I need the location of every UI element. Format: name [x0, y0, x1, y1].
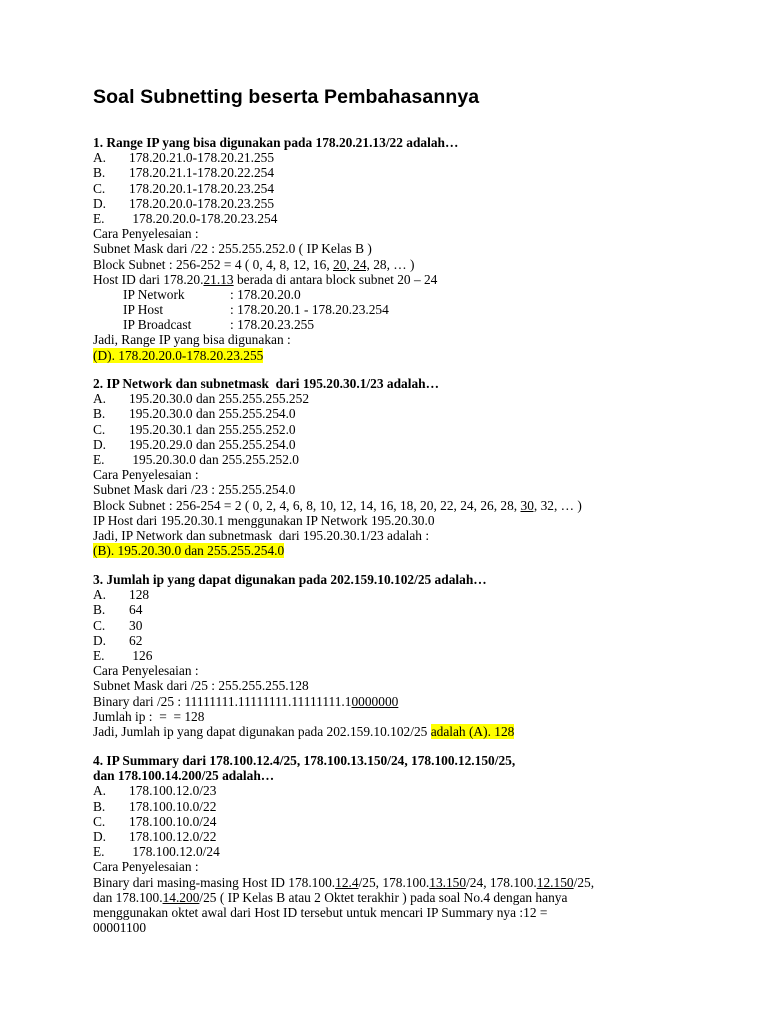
option-d [93, 829, 713, 844]
binary-line-4: 00001100 [93, 920, 147, 936]
text-segment: /25, [573, 874, 595, 890]
block-subnet-line [93, 257, 713, 272]
option-text: 62 [129, 632, 143, 648]
option-text: 195.20.30.1 dan 255.255.252.0 [129, 421, 296, 437]
question-text: 4. IP Summary dari 178.100.12.4/25, 178.100.13.150/24, 178.100.12.150/25, [93, 753, 516, 768]
option-a [93, 150, 713, 165]
option-text: 178.100.12.0/22 [129, 828, 217, 844]
option-text: 195.20.29.0 dan 255.255.254.0 [129, 436, 296, 452]
conclusion-line [93, 724, 713, 739]
detail-key: IP Network [123, 286, 185, 302]
question-text: 1. Range IP yang bisa digunakan pada 178.20.21.13/22 adalah… [93, 135, 459, 150]
question-text: dan 178.100.14.200/25 adalah… [93, 768, 275, 784]
underlined-segment: 12.4 [335, 874, 359, 890]
option-letter: A. [93, 150, 107, 166]
option-c [93, 181, 713, 196]
option-d [93, 196, 713, 211]
option-e [93, 648, 713, 663]
option-c [93, 814, 713, 829]
question-3 [93, 572, 713, 739]
option-c [93, 618, 713, 633]
option-letter: C. [93, 180, 106, 196]
text-segment: dan 178.100. [93, 889, 163, 905]
question-1 [93, 135, 713, 363]
text-segment: /24, 178.100. [466, 874, 537, 890]
option-letter: B. [93, 798, 106, 814]
answer-line [93, 348, 713, 363]
solution-heading: Cara Penyelesaian : [93, 663, 199, 679]
text-segment: /25 ( IP Kelas B atau 2 Oktet terakhir ) pada soal No.4 dengan hanya [199, 889, 568, 905]
option-a [93, 391, 713, 406]
option-text: 178.20.21.1-178.20.22.254 [129, 165, 275, 181]
subnet-mask-line: Subnet Mask dari /22 : 255.255.252.0 ( IP Kelas B ) [93, 241, 372, 257]
question-text: 2. IP Network dan subnetmask dari 195.20.30.1/23 adalah… [93, 376, 439, 391]
option-letter: C. [93, 421, 106, 437]
subnet-mask-line: Subnet Mask dari /25 : 255.255.255.128 [93, 678, 309, 694]
solution-heading: Cara Penyelesaian : [93, 467, 199, 483]
option-d [93, 437, 713, 452]
page-title: Soal Subnetting beserta Pembahasannya [93, 86, 480, 108]
detail-value: : 178.20.23.255 [230, 317, 315, 333]
option-letter: C. [93, 813, 106, 829]
solution-heading: Cara Penyelesaian : [93, 859, 199, 875]
text-segment: 28, … ) [369, 256, 415, 272]
question-2 [93, 376, 713, 558]
subnet-mask-line: Subnet Mask dari /23 : 255.255.254.0 [93, 482, 296, 498]
option-b [93, 165, 713, 180]
highlighted-answer: adalah (A). 128 [430, 723, 515, 739]
text-segment: 32, … ) [537, 497, 582, 513]
underlined-segment: 20, 24, [333, 256, 370, 272]
option-e [93, 844, 713, 859]
option-text: 178.20.21.0-178.20.21.255 [129, 150, 275, 166]
option-letter: E. [93, 647, 105, 663]
option-e [93, 211, 713, 226]
option-text: 178.20.20.0-178.20.23.254 [129, 210, 278, 226]
underlined-segment: 13.150 [429, 874, 467, 890]
binary-line-3: menggunakan oktet awal dari Host ID tersebut untuk mencari IP Summary nya :12 = [93, 904, 548, 920]
option-text: 128 [129, 587, 150, 603]
detail-key: IP Broadcast [123, 317, 192, 333]
option-b [93, 406, 713, 421]
option-letter: A. [93, 783, 107, 799]
text-segment: Binary dari masing-masing Host ID 178.100. [93, 874, 336, 890]
option-text: 64 [129, 602, 143, 618]
option-letter: D. [93, 195, 107, 211]
text-segment: Block Subnet : 256-252 = 4 ( 0, 4, 8, 12, 16, [93, 256, 334, 272]
text-segment: Jadi, Jumlah ip yang dapat digunakan pada 202.159.10.102/25 [93, 723, 431, 739]
host-line: IP Host dari 195.20.30.1 menggunakan IP Network 195.20.30.0 [93, 512, 435, 528]
binary-line [93, 694, 713, 709]
ip-broadcast-row [93, 317, 713, 332]
text-segment: berada di antara block subnet 20 – 24 [233, 271, 438, 287]
option-letter: D. [93, 632, 107, 648]
option-letter: B. [93, 602, 106, 618]
underlined-segment: 30, [520, 497, 538, 513]
host-id-line [93, 272, 713, 287]
option-letter: A. [93, 587, 107, 603]
underlined-segment: 12.150 [536, 874, 574, 890]
underlined-segment: 0000000 [351, 693, 399, 709]
option-letter: C. [93, 617, 106, 633]
option-text: 195.20.30.0 dan 255.255.255.252 [129, 391, 310, 407]
option-text: 178.100.10.0/22 [129, 798, 217, 814]
text-segment: Host ID dari 178.20. [93, 271, 204, 287]
binary-line-2 [93, 890, 713, 905]
ip-host-row [93, 302, 713, 317]
solution-heading: Cara Penyelesaian : [93, 226, 199, 242]
conclusion-line: Jadi, IP Network dan subnetmask dari 195.20.30.1/23 adalah : [93, 527, 430, 543]
detail-value: : 178.20.20.1 - 178.20.23.254 [230, 302, 389, 318]
option-text: 178.20.20.0-178.20.23.255 [129, 195, 275, 211]
jumlah-line: Jumlah ip : = = 128 [93, 708, 205, 724]
highlighted-answer: (B). 195.20.30.0 dan 255.255.254.0 [93, 543, 285, 559]
option-text: 178.100.12.0/24 [129, 844, 220, 860]
option-letter: E. [93, 210, 105, 226]
text-segment: Block Subnet : 256-254 = 2 ( 0, 2, 4, 6, 8, 10, 12, 14, 16, 18, 20, 22, 24, 26, 28, [93, 497, 521, 513]
option-text: 178.100.10.0/24 [129, 813, 217, 829]
text-segment: /25, 178.100. [358, 874, 430, 890]
underlined-segment: 21.13 [203, 271, 234, 287]
detail-key: IP Host [123, 302, 164, 318]
option-letter: B. [93, 406, 106, 422]
option-b [93, 799, 713, 814]
text-segment: Binary dari /25 : 11111111.11111111.11111111.1 [93, 693, 352, 709]
option-letter: A. [93, 391, 107, 407]
option-e [93, 452, 713, 467]
conclusion-line: Jadi, Range IP yang bisa digunakan : [93, 332, 291, 348]
option-text: 126 [129, 647, 153, 663]
option-letter: E. [93, 451, 105, 467]
question-4 [93, 753, 713, 935]
option-a [93, 587, 713, 602]
block-subnet-line [93, 498, 713, 513]
option-text: 178.100.12.0/23 [129, 783, 217, 799]
ip-network-row [93, 287, 713, 302]
option-letter: D. [93, 828, 107, 844]
option-text: 195.20.30.0 dan 255.255.254.0 [129, 406, 296, 422]
option-d [93, 633, 713, 648]
option-b [93, 602, 713, 617]
option-text: 30 [129, 617, 143, 633]
option-letter: D. [93, 436, 107, 452]
detail-value: : 178.20.20.0 [230, 286, 301, 302]
question-text: 3. Jumlah ip yang dapat digunakan pada 202.159.10.102/25 adalah… [93, 572, 487, 587]
underlined-segment: 14.200 [162, 889, 200, 905]
option-letter: B. [93, 165, 106, 181]
option-a [93, 783, 713, 798]
answer-line [93, 543, 713, 558]
option-text: 178.20.20.1-178.20.23.254 [129, 180, 275, 196]
binary-line-1 [93, 875, 713, 890]
option-text: 195.20.30.0 dan 255.255.252.0 [129, 451, 299, 467]
option-letter: E. [93, 844, 105, 860]
option-c [93, 422, 713, 437]
highlighted-answer: (D). 178.20.20.0-178.20.23.255 [93, 347, 264, 363]
